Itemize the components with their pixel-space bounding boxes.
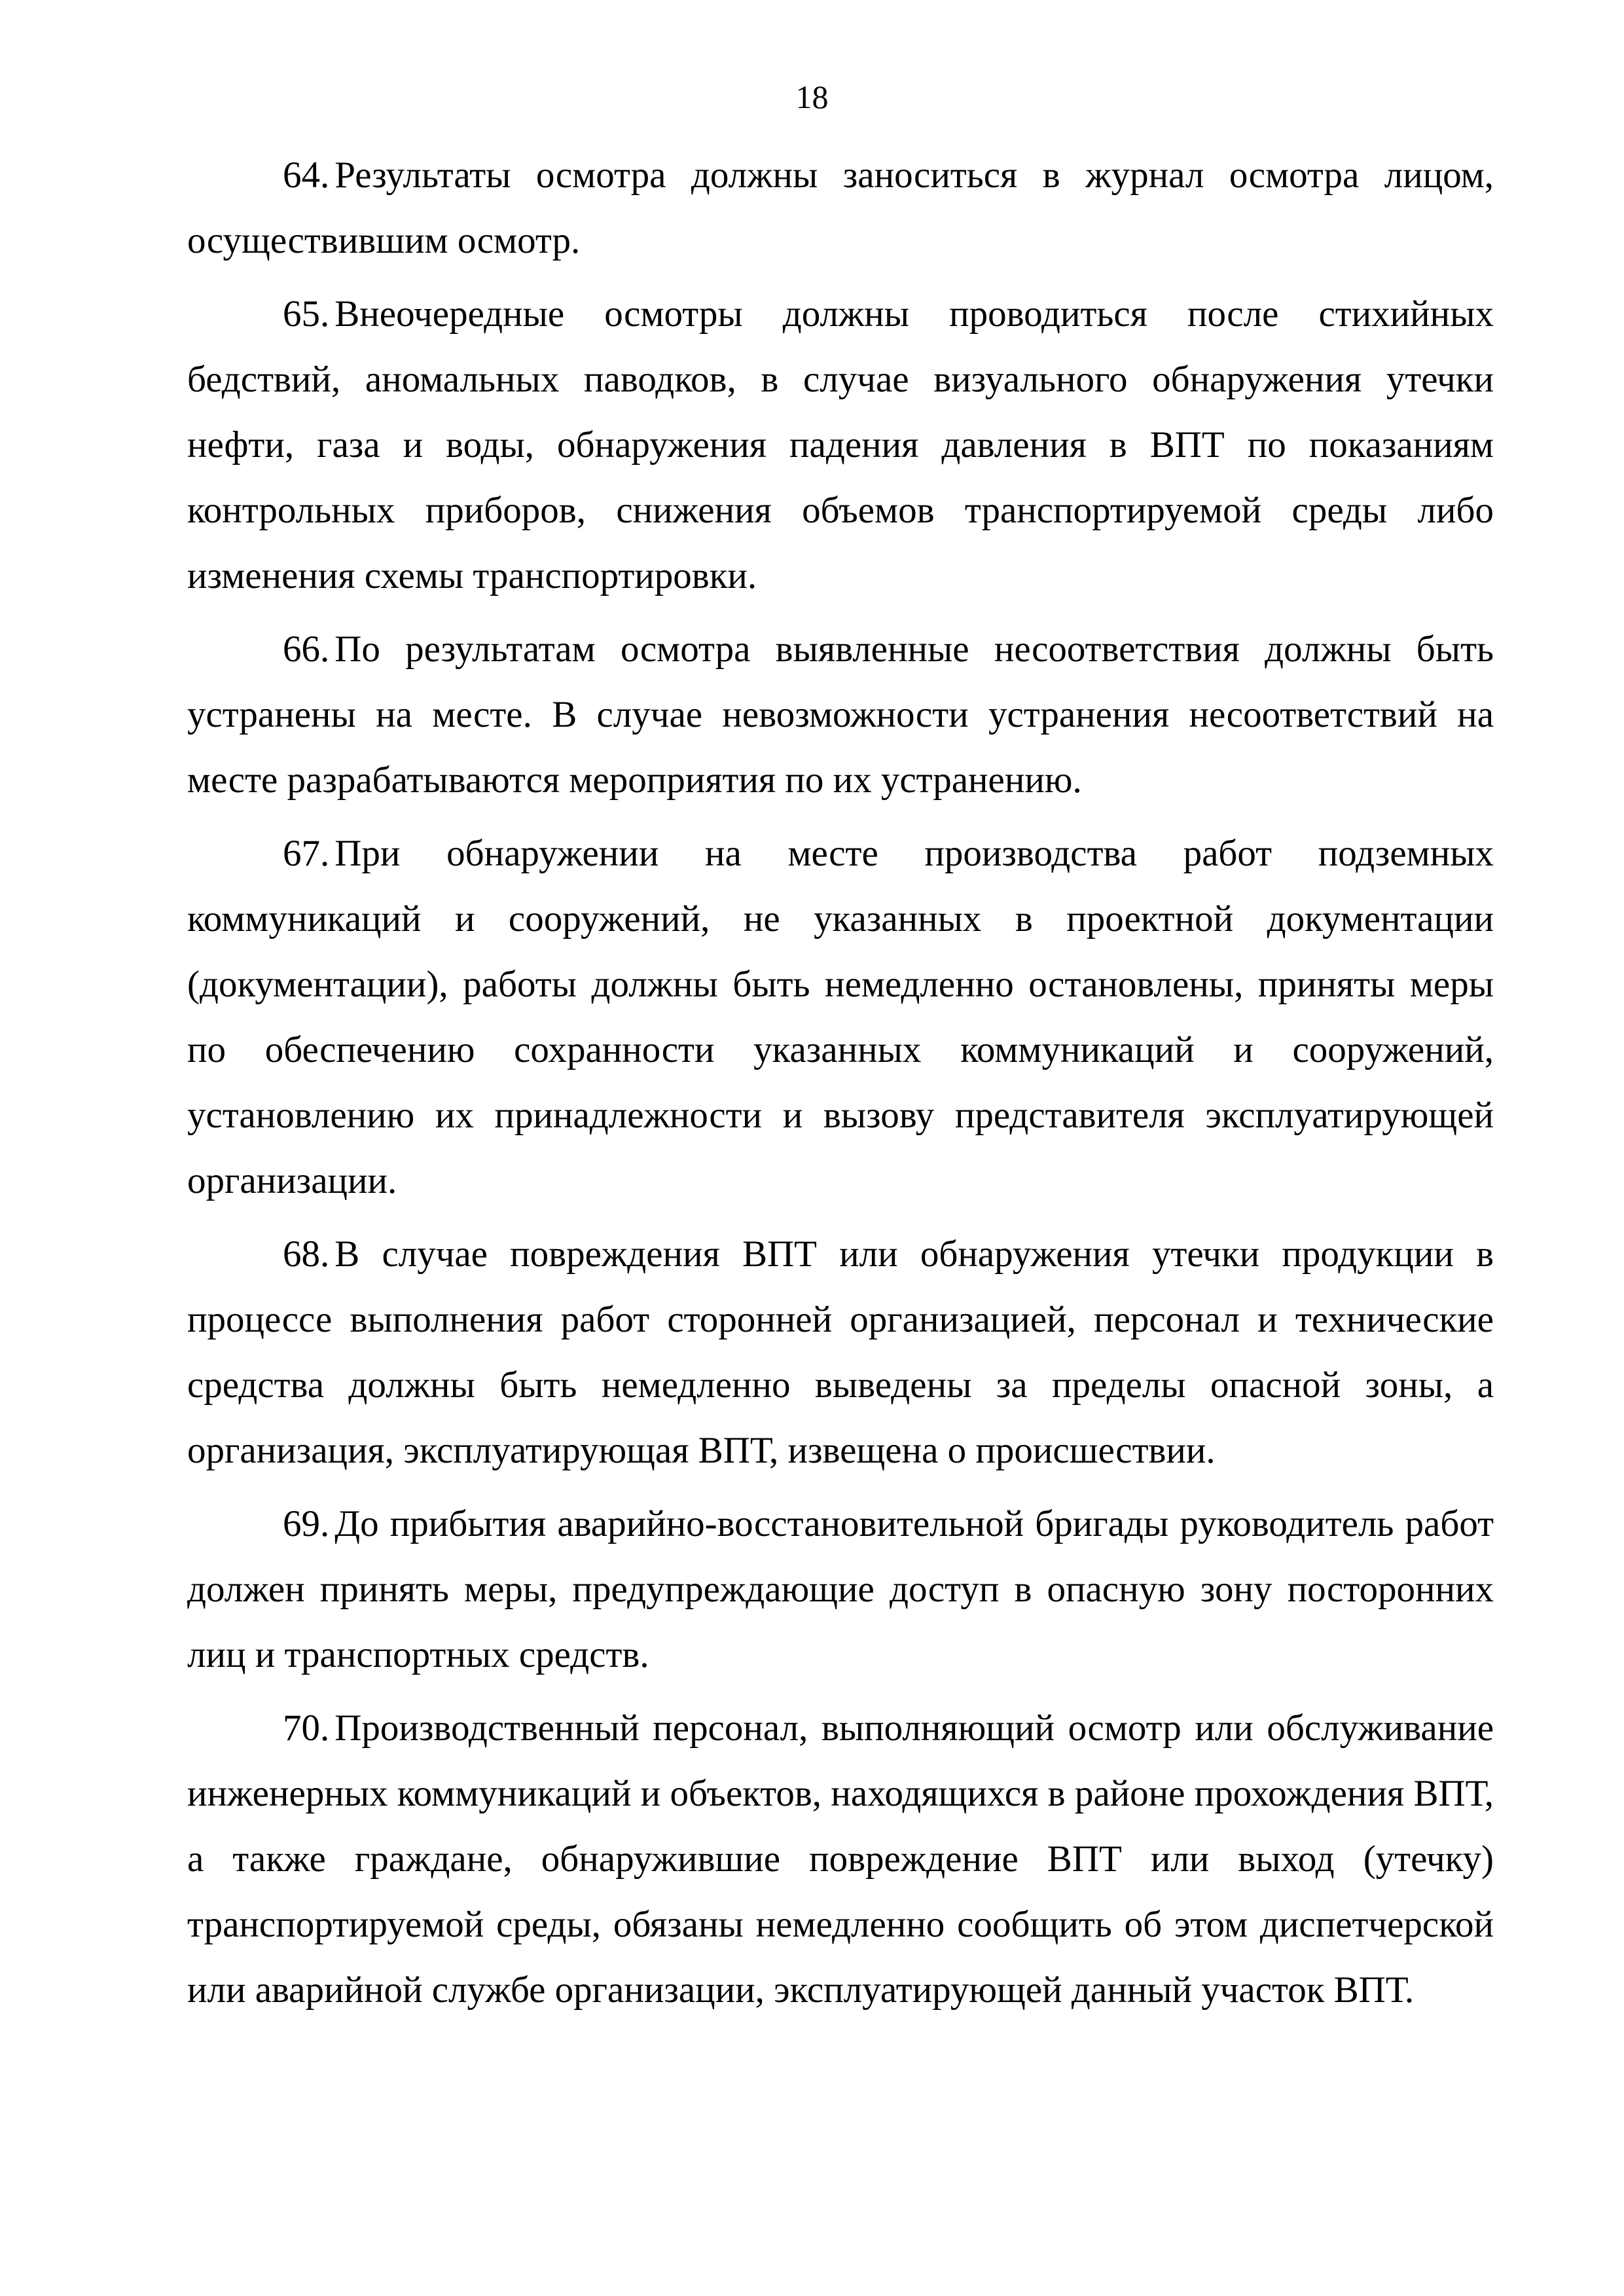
paragraph-text: По результатам осмотра выявленные несоответствия должны быть устранены на месте. В случае невозможности устранения несоответствий на месте разрабатываются мероприятия по их устранению.	[187, 629, 1494, 801]
document-body	[187, 143, 1494, 2031]
paragraph-text: Результаты осмотра должны заноситься в журнал осмотра лицом, осуществившим осмотр.	[187, 155, 1494, 261]
paragraph-number: 64.	[283, 155, 330, 196]
paragraph-number: 65.	[283, 293, 330, 335]
paragraph-66	[187, 617, 1494, 813]
paragraph-number: 69.	[283, 1503, 330, 1544]
paragraph-number: 68.	[283, 1233, 330, 1275]
paragraph-64	[187, 143, 1494, 274]
paragraph-65	[187, 282, 1494, 609]
paragraph-70	[187, 1696, 1494, 2023]
paragraph-text: В случае повреждения ВПТ или обнаружения утечки продукции в процессе выполнения работ сторонней организацией, персонал и технические средства должны быть немедленно выведены за пределы опасной зоны, а организация, эксплуатирующая ВПТ, извещена о происшествии.	[187, 1233, 1494, 1471]
paragraph-number: 67.	[283, 833, 330, 874]
paragraph-text: При обнаружении на месте производства работ подземных коммуникаций и сооружений, не указанных в проектной документации (документации), работы должны быть немедленно остановлены, приняты меры по обеспечению сохранности указанных коммуникаций и сооружений, установлению их принадлежности и вызову представителя эксплуатирующей организации.	[187, 833, 1494, 1201]
paragraph-68	[187, 1222, 1494, 1484]
paragraph-67	[187, 821, 1494, 1214]
paragraph-text: Внеочередные осмотры должны проводиться после стихийных бедствий, аномальных паводков, в случае визуального обнаружения утечки нефти, газа и воды, обнаружения падения давления в ВПТ по показаниям контрольных приборов, снижения объемов транспортируемой среды либо изменения схемы транспортировки.	[187, 293, 1494, 596]
paragraph-text: До прибытия аварийно-восстановительной бригады руководитель работ должен принять меры, предупреждающие доступ в опасную зону посторонних лиц и транспортных средств.	[187, 1503, 1494, 1675]
page-number: 18	[795, 79, 829, 115]
paragraph-number: 70.	[283, 1707, 330, 1749]
paragraph-69	[187, 1491, 1494, 1688]
paragraph-text: Производственный персонал, выполняющий осмотр или обслуживание инженерных коммуникаций и объектов, находящихся в районе прохождения ВПТ, а также граждане, обнаружившие повреждение ВПТ или выход (утечку) транспортируемой среды, обязаны немедленно сообщить об этом диспетчерской или аварийной службе организации, эксплуатирующей данный участок ВПТ.	[187, 1707, 1494, 2011]
paragraph-number: 66.	[283, 629, 330, 670]
